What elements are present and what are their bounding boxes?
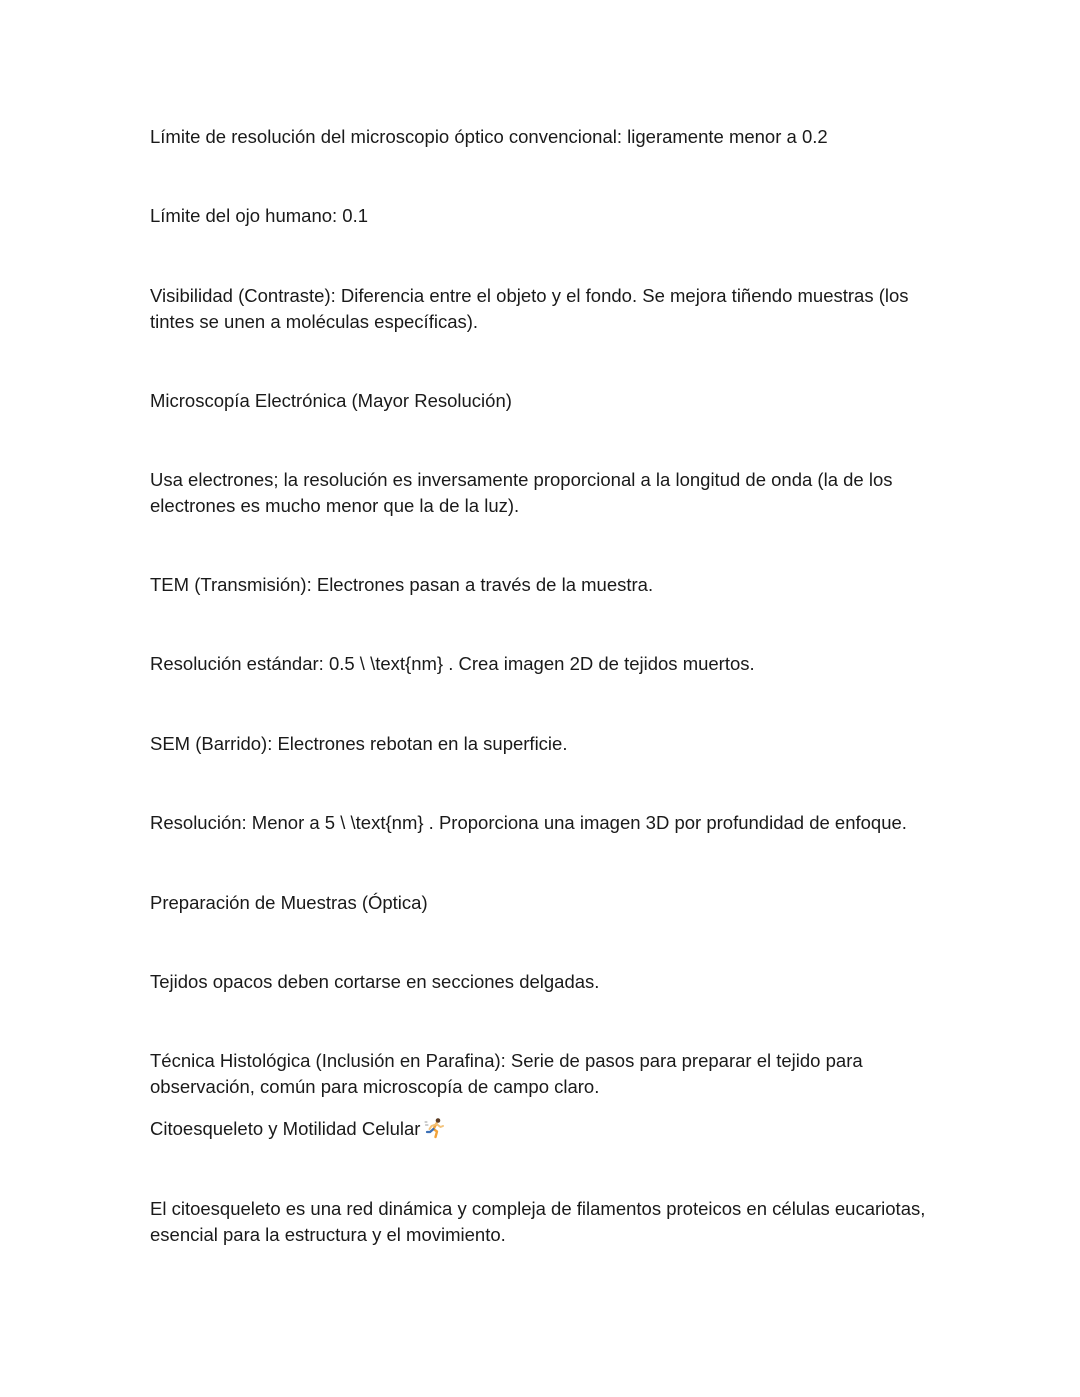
paragraph-tem: TEM (Transmisión): Electrones pasan a través de la muestra. [150,574,654,595]
person-running-icon [424,1117,446,1139]
paragraph-uses-electrons: Usa electrones; la resolución es inversamente proporcional a la longitud de onda (la de los electrones es mucho menor que la de la luz). [150,469,893,516]
paragraph-sem: SEM (Barrido): Electrones rebotan en la superficie. [150,733,568,754]
heading-cytoskeleton [150,1116,940,1142]
paragraph-cytoskeleton-definition: El citoesqueleto es una red dinámica y compleja de filamentos proteicos en células eucariotas, esencial para la estructura y el movimiento. [150,1198,926,1245]
paragraph-human-eye-limit: Límite del ojo humano: 0.1 [150,205,369,226]
paragraph-histological-technique: Técnica Histológica (Inclusión en Parafina): Serie de pasos para preparar el tejido para observación, común para microscopía de campo claro. [150,1050,863,1097]
heading-electron-microscopy: Microscopía Electrónica (Mayor Resolución) [150,390,512,411]
paragraph-opaque-tissues: Tejidos opacos deben cortarse en secciones delgadas. [150,971,600,992]
paragraph-resolution-limit-optical: Límite de resolución del microscopio óptico convencional: ligeramente menor a 0.2 [150,126,828,147]
heading-sample-preparation: Preparación de Muestras (Óptica) [150,892,428,913]
paragraph-tem-resolution: Resolución estándar: 0.5 \ \text{nm} . Crea imagen 2D de tejidos muertos. [150,653,755,674]
paragraph-sem-resolution: Resolución: Menor a 5 \ \text{nm} . Proporciona una imagen 3D por profundidad de enfoque. [150,812,907,833]
paragraph-visibility-contrast: Visibilidad (Contraste): Diferencia entre el objeto y el fondo. Se mejora tiñendo muestras (los tintes se unen a moléculas específicas). [150,285,909,332]
heading-cytoskeleton-text: Citoesqueleto y Motilidad Celular [150,1118,421,1139]
